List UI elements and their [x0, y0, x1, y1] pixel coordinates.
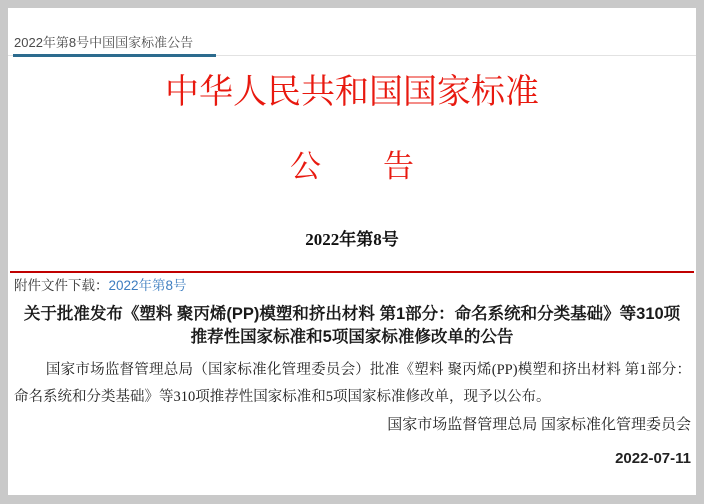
issue-number: 2022年第8号: [305, 230, 399, 249]
masthead: [8, 72, 696, 250]
document-page: [8, 8, 696, 495]
issuing-agencies: 国家市场监督管理总局 国家标准化管理委员会: [387, 417, 691, 433]
document-title: 中华人民共和国国家标准: [165, 74, 539, 111]
announcement-heading: 关于批准发布《塑料 聚丙烯(PP)模塑和挤出材料 第1部分：命名系统和分类基础》等310项推荐性国家标准和5项国家标准修改单的公告: [23, 305, 681, 346]
attachment-link[interactable]: 2022年第8号: [108, 278, 187, 293]
header-accent-underline: [13, 54, 216, 57]
page-header-title: 2022年第8号中国国家标准公告: [14, 35, 194, 50]
attachment-row: [8, 273, 696, 294]
publish-date: 2022-07-11: [615, 450, 691, 467]
page-header: [8, 8, 696, 56]
attachment-label: 附件文件下载：: [14, 278, 109, 293]
document-subtitle: 公 告: [290, 149, 414, 184]
announcement-body: 国家市场监督管理总局（国家标准化管理委员会）批准《塑料 聚丙烯(PP)模塑和挤出材料 第1部分：命名系统和分类基础》等310项推荐性国家标准和5项国家标准修改单，现予以公布。: [14, 362, 691, 405]
